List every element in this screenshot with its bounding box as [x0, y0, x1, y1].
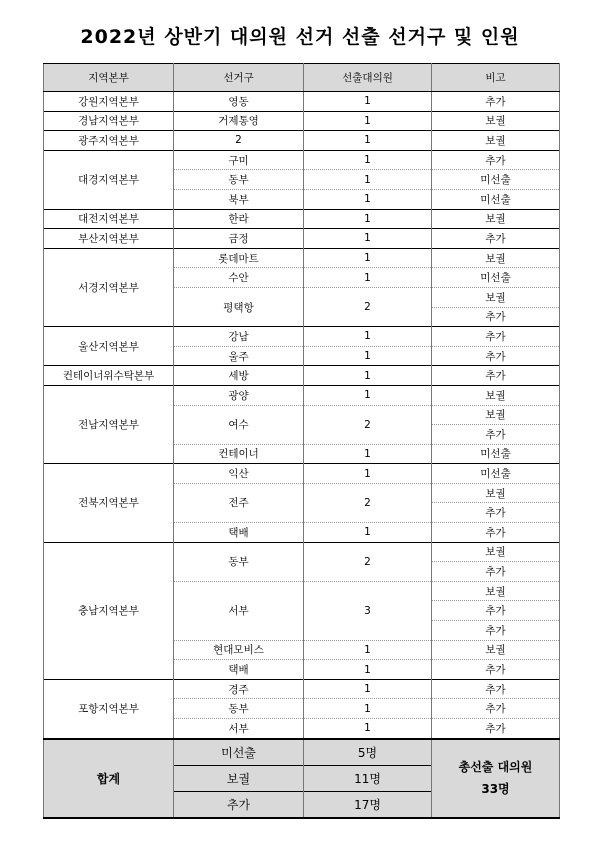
delegate-count-cell: 1 [304, 464, 432, 484]
page-title: 2022년 상반기 대의원 선거 선출 선거구 및 인원 [80, 26, 520, 48]
district-cell: 평택항 [174, 287, 304, 326]
note-cell: 보궐 [432, 385, 560, 405]
total-name: 미선출 [174, 739, 304, 766]
delegate-count-cell: 1 [304, 699, 432, 719]
region-group [44, 542, 560, 679]
note-cell: 추가 [432, 92, 560, 112]
district-cell: 동부 [174, 542, 304, 581]
note-cell: 추가 [432, 327, 560, 347]
district-cell: 서부 [174, 581, 304, 640]
note-cell: 미선출 [432, 170, 560, 190]
table-row [44, 150, 560, 170]
delegate-count-cell: 1 [304, 327, 432, 347]
note-cell: 추가 [432, 699, 560, 719]
note-cell: 추가 [432, 346, 560, 366]
delegate-count-cell: 1 [304, 523, 432, 543]
note-cell: 추가 [432, 660, 560, 680]
region-group [44, 327, 560, 366]
delegate-count-cell: 3 [304, 581, 432, 640]
delegate-count-cell: 1 [304, 366, 432, 386]
district-cell: 익산 [174, 464, 304, 484]
district-cell: 영동 [174, 92, 304, 112]
table-row [44, 111, 560, 131]
table-row [44, 131, 560, 151]
delegate-count-cell: 1 [304, 444, 432, 464]
header-district: 선거구 [174, 64, 304, 92]
region-group [44, 111, 560, 131]
delegate-count-cell: 1 [304, 385, 432, 405]
region-group [44, 464, 560, 542]
district-cell: 여수 [174, 405, 304, 444]
region-group [44, 679, 560, 738]
region-cell: 서경지역본부 [44, 248, 174, 326]
region-cell: 대전지역본부 [44, 209, 174, 229]
delegate-count-cell: 1 [304, 248, 432, 268]
district-cell: 2 [174, 131, 304, 151]
note-cell: 미선출 [432, 444, 560, 464]
delegate-count-cell: 1 [304, 131, 432, 151]
note-cell: 보궐 [432, 131, 560, 151]
note-cell: 보궐 [432, 248, 560, 268]
district-cell: 컨테이너 [174, 444, 304, 464]
note-cell: 추가 [432, 679, 560, 699]
delegate-count-cell: 1 [304, 229, 432, 249]
district-cell: 전주 [174, 483, 304, 522]
district-cell: 세방 [174, 366, 304, 386]
delegate-count-cell: 1 [304, 640, 432, 660]
table-row [44, 679, 560, 699]
note-cell: 추가 [432, 307, 560, 327]
district-cell: 한라 [174, 209, 304, 229]
district-cell: 광양 [174, 385, 304, 405]
note-cell: 보궐 [432, 405, 560, 425]
total-name: 보궐 [174, 765, 304, 791]
region-cell: 충남지역본부 [44, 542, 174, 679]
table-row [44, 229, 560, 249]
note-cell: 추가 [432, 719, 560, 739]
note-cell: 보궐 [432, 209, 560, 229]
district-cell: 동부 [174, 699, 304, 719]
region-group [44, 209, 560, 229]
note-cell: 보궐 [432, 483, 560, 503]
region-group [44, 150, 560, 209]
note-cell: 미선출 [432, 464, 560, 484]
table-row [44, 385, 560, 405]
table-row [44, 248, 560, 268]
region-cell: 전북지역본부 [44, 464, 174, 542]
totals-label: 합계 [44, 739, 174, 818]
delegate-count-cell: 1 [304, 679, 432, 699]
delegate-count-cell: 2 [304, 287, 432, 326]
region-cell: 강원지역본부 [44, 92, 174, 112]
total-count: 5명 [304, 739, 432, 766]
grand-total-value: 33명 [481, 782, 510, 797]
delegate-count-cell: 1 [304, 170, 432, 190]
note-cell: 추가 [432, 503, 560, 523]
region-cell: 대경지역본부 [44, 150, 174, 209]
table-row [44, 327, 560, 347]
header-note: 비고 [432, 64, 560, 92]
region-cell: 광주지역본부 [44, 131, 174, 151]
region-cell: 전남지역본부 [44, 385, 174, 463]
region-cell: 컨테이너위수탁본부 [44, 366, 174, 386]
district-cell: 거제통영 [174, 111, 304, 131]
note-cell: 미선출 [432, 268, 560, 288]
region-group [44, 248, 560, 326]
district-cell: 롯데마트 [174, 248, 304, 268]
note-cell: 추가 [432, 229, 560, 249]
note-cell: 추가 [432, 150, 560, 170]
totals-section [44, 739, 560, 818]
table-row [44, 464, 560, 484]
delegate-count-cell: 1 [304, 346, 432, 366]
delegate-count-cell: 1 [304, 660, 432, 680]
delegate-count-cell: 1 [304, 92, 432, 112]
delegate-count-cell: 1 [304, 150, 432, 170]
note-cell: 보궐 [432, 640, 560, 660]
delegate-count-cell: 1 [304, 189, 432, 209]
district-cell: 택배 [174, 660, 304, 680]
grand-total [432, 739, 560, 818]
region-cell: 경남지역본부 [44, 111, 174, 131]
district-cell: 서부 [174, 719, 304, 739]
region-group [44, 366, 560, 386]
region-group [44, 385, 560, 463]
district-cell: 금정 [174, 229, 304, 249]
table-row [44, 92, 560, 112]
note-cell: 보궐 [432, 111, 560, 131]
table-row [44, 209, 560, 229]
note-cell: 보궐 [432, 581, 560, 601]
district-cell: 동부 [174, 170, 304, 190]
note-cell: 추가 [432, 601, 560, 621]
delegate-count-cell: 2 [304, 405, 432, 444]
header-delegates: 선출대의원 [304, 64, 432, 92]
region-cell: 울산지역본부 [44, 327, 174, 366]
note-cell: 추가 [432, 562, 560, 582]
delegate-count-cell: 1 [304, 209, 432, 229]
district-cell: 구미 [174, 150, 304, 170]
total-count: 11명 [304, 765, 432, 791]
note-cell: 보궐 [432, 542, 560, 562]
note-cell: 추가 [432, 425, 560, 445]
region-cell: 부산지역본부 [44, 229, 174, 249]
note-cell: 추가 [432, 523, 560, 543]
district-cell: 현대모비스 [174, 640, 304, 660]
election-table [43, 63, 560, 819]
total-name: 추가 [174, 791, 304, 818]
district-cell: 택배 [174, 523, 304, 543]
region-cell: 포항지역본부 [44, 679, 174, 738]
note-cell: 보궐 [432, 287, 560, 307]
district-cell: 강남 [174, 327, 304, 347]
table-row [44, 366, 560, 386]
note-cell: 미선출 [432, 189, 560, 209]
grand-total-label: 총선출 대의원 [458, 760, 533, 775]
delegate-count-cell: 2 [304, 542, 432, 581]
region-group [44, 229, 560, 249]
region-group [44, 92, 560, 112]
delegate-count-cell: 1 [304, 268, 432, 288]
header-row [44, 64, 560, 92]
delegate-count-cell: 1 [304, 111, 432, 131]
note-cell: 추가 [432, 366, 560, 386]
delegate-count-cell: 2 [304, 483, 432, 522]
header-region: 지역본부 [44, 64, 174, 92]
district-cell: 울주 [174, 346, 304, 366]
district-cell: 수안 [174, 268, 304, 288]
delegate-count-cell: 1 [304, 719, 432, 739]
total-count: 17명 [304, 791, 432, 818]
table-row [44, 542, 560, 562]
district-cell: 경주 [174, 679, 304, 699]
note-cell: 추가 [432, 621, 560, 641]
region-group [44, 131, 560, 151]
district-cell: 북부 [174, 189, 304, 209]
